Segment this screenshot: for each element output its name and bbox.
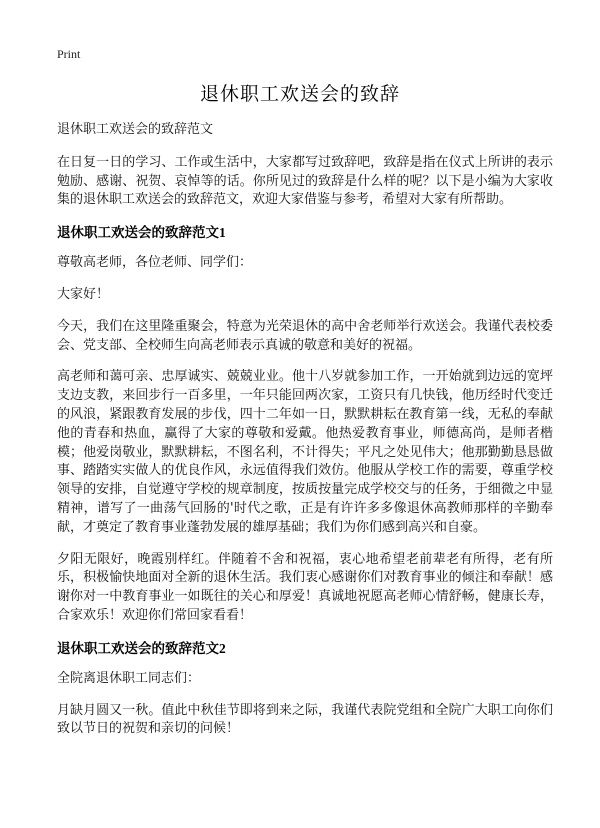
document-body (57, 121, 553, 752)
document-subtitle: 退休职工欢送会的致辞范文 (57, 122, 214, 137)
section-heading-1: 退休职工欢送会的致辞范文1 (57, 225, 226, 241)
section1-salutation: 尊敬高老师，各位老师、同学们： (57, 255, 253, 271)
section2-salutation: 全院离退休职工同志们： (57, 670, 201, 686)
intro-paragraph: 在日复一日的学习、工作或生活中，大家都写过致辞吧，致辞是指在仪式上所讲的表示勉励、感谢、祝贺、哀悼等的话。你所见过的致辞是什么样的呢？以下是小编为大家收集的退休职工欢送会的致辞范文，欢迎大家借鉴与参考，希望对大家有所帮助。 (57, 154, 553, 208)
section2-paragraph-1: 月缺月圆又一秋。值此中秋佳节即将到来之际，我谨代表院党组和全院广大职工向你们致以节日的祝贺和亲切的问候！ (57, 702, 553, 737)
section-heading-2: 退休职工欢送会的致辞范文2 (57, 640, 226, 656)
section1-paragraph-2: 高老师和蔼可亲、忠厚诚实、兢兢业业。他十八岁就参加工作，一开始就到边远的宽坪支边支教，来回步行一百多里，一年只能回两次家，工资只有几快钱，他历经时代变迁的风浪，紧跟教育发展的步伐，四十二年如一日，默默耕耘在教育第一线，无私的奉献他的青春和热血，赢得了大家的尊敬和爱戴。他热爱教育事业，师德高尚，是师者楷模；他爱岗敬业，默默耕耘，不图名利，不计得失；平凡之处见伟大；他那勤勤恳恳做事、踏踏实实做人的优良作风，永远值得我们效仿。他服从学校工作的需要，尊重学校领导的安排，自觉遵守学校的规章制度，按质按量完成学校交与的任务，于细微之中显精神，谱写了一曲荡气回肠的'时代之歌，正是有许许多多像退休高教师那样的辛勤奉献，才奠定了教育事业蓬勃发展的雄厚基础；我们为你们感到高兴和自豪。 (57, 369, 553, 535)
section1-paragraph-1: 今天，我们在这里隆重聚会，特意为光荣退休的高中舍老师举行欢送会。我谨代表校委会、党支部、全校师生向高老师表示真诚的敬意和美好的祝福。 (57, 318, 553, 353)
section1-paragraph-3: 夕阳无限好，晚霞别样红。伴随着不舍和祝福，衷心地希望老前辈老有所得，老有所乐，积极愉快地面对全新的退休生活。我们衷心感谢你们对教育事业的倾注和奉献！感谢你对一中教育事业一如既往的关心和厚爱！真诚地祝愿高老师心情舒畅，健康长寿，合家欢乐！欢迎你们常回家看看！ (57, 551, 553, 623)
print-link[interactable]: Print (57, 47, 81, 61)
section1-greeting: 大家好！ (57, 286, 110, 302)
page-title: 退休职工欢送会的致辞 (199, 83, 400, 105)
